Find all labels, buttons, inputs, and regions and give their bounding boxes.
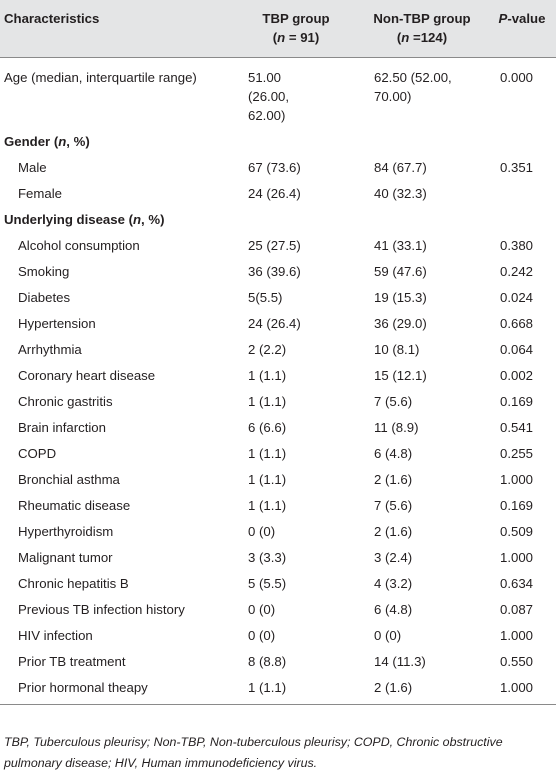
disease-label: Rheumatic disease [18,498,131,513]
non-tbp-value: 2 (1.6) [374,524,413,539]
non-tbp-value: 36 (29.0) [374,316,427,331]
header-p-value: P-value [488,0,556,58]
non-tbp-value: 59 (47.6) [374,264,427,279]
tbp-value: 5 (5.5) [248,576,287,591]
disease-label: Alcohol consumption [18,238,140,253]
disease-label: Previous TB infection history [18,602,185,617]
tbp-value: 0 (0) [248,628,276,643]
disease-label: Prior hormonal theapy [0,675,236,705]
disease-label: COPD [18,446,57,461]
non-tbp-value: 3 (2.4) [374,550,413,565]
tbp-value: 1 (1.1) [248,446,287,461]
table-row-disease [0,571,556,597]
table-row-age [0,58,556,130]
disease-label: Brain infarction [18,420,106,435]
disease-label: Arrhythmia [18,342,82,357]
disease-label: Hyperthyroidism [18,524,114,539]
table-row-disease [0,337,556,363]
p-value: 0.002 [500,368,534,383]
tbp-value: 8 (8.8) [248,654,287,669]
tbp-value: 1 (1.1) [248,472,287,487]
tbp-value: 36 (39.6) [248,264,301,279]
tbp-value: 3 (3.3) [248,550,287,565]
table-row-disease [0,649,556,675]
tbp-value: 1 (1.1) [248,368,287,383]
non-tbp-value: 0 (0) [374,628,402,643]
non-tbp-value: 10 (8.1) [374,342,420,357]
disease-label: Smoking [18,264,70,279]
p-value: 0.550 [500,654,534,669]
section-gender-title: Gender (n, %) [4,134,90,149]
disease-label: Chronic hepatitis B [18,576,129,591]
table-row-disease [0,467,556,493]
disease-label: Coronary heart disease [18,368,156,383]
tbp-value: 5(5.5) [248,290,283,305]
section-gender [0,129,556,155]
table-row-gender: Male 67 (73.6) 84 (67.7) 0.351 [18,160,534,175]
disease-label: Bronchial asthma [18,472,120,487]
disease-label: Malignant tumor [18,550,113,565]
section-underlying-disease [0,207,556,233]
table-row-disease [0,285,556,311]
table-row-disease [0,233,556,259]
p-value: 0.509 [500,524,534,539]
tbp-value: 0 (0) [248,524,276,539]
tbp-value: 1 (1.1) [248,394,287,409]
table-row-disease [0,415,556,441]
p-value: 0.634 [500,576,534,591]
p-value: 0.024 [500,290,534,305]
header-non-tbp-group: Non-TBP group (n =124) [356,0,488,58]
p-value: 0.064 [500,342,534,357]
header-characteristics: Characteristics [0,0,236,58]
p-value: 0.255 [500,446,534,461]
tbp-value: 0 (0) [248,602,276,617]
table-row-disease [0,545,556,571]
age-p-value: 0.000 [500,70,534,85]
age-tbp-value: 51.00 (26.00, 62.00) [248,70,290,123]
tbp-value: 25 (27.5) [248,238,301,253]
non-tbp-value: 4 (3.2) [374,576,413,591]
table-row-disease [0,493,556,519]
age-label: Age (median, interquartile range) [4,70,197,85]
age-non-tbp-value: 62.50 (52.00, 70.00) [374,70,452,104]
disease-label: Prior TB treatment [18,654,126,669]
table-row-disease [0,597,556,623]
non-tbp-value: 19 (15.3) [374,290,427,305]
p-value: 0.380 [500,238,534,253]
non-tbp-value: 41 (33.1) [374,238,427,253]
non-tbp-value: 11 (8.9) [374,420,419,435]
table-row-disease [0,623,556,649]
table-row-disease [0,675,556,705]
p-value: 1.000 [500,550,534,565]
tbp-value: 1 (1.1) [248,498,287,513]
tbp-value: 6 (6.6) [248,420,287,435]
p-value: 0.087 [500,602,534,617]
header-tbp-group: TBP group (n = 91) [236,0,356,58]
section-disease-title: Underlying disease (n, %) [4,212,165,227]
table-row-disease [0,389,556,415]
disease-label: Diabetes [18,290,71,305]
p-value: 0.242 [500,264,534,279]
table-row-disease [0,363,556,389]
tbp-value: 24 (26.4) [248,316,301,331]
table-row-disease [0,259,556,285]
disease-label: Hypertension [18,316,96,331]
p-value: 0.541 [500,420,534,435]
non-tbp-value: 6 (4.8) [374,602,413,617]
non-tbp-value: 2 (1.6) [356,675,488,705]
p-value: 0.668 [500,316,534,331]
table-row-gender: Female 24 (26.4) 40 (32.3) [18,186,427,201]
p-value: 1.000 [488,675,556,705]
disease-label: HIV infection [18,628,93,643]
tbp-value: 1 (1.1) [236,675,356,705]
non-tbp-value: 7 (5.6) [374,498,413,513]
p-value: 0.169 [500,498,534,513]
p-value: 0.169 [500,394,534,409]
non-tbp-value: 6 (4.8) [374,446,413,461]
table-row-disease [0,519,556,545]
non-tbp-value: 15 (12.1) [374,368,427,383]
header-row [0,0,556,58]
non-tbp-value: 7 (5.6) [374,394,413,409]
table-row-disease [0,441,556,467]
disease-label: Chronic gastritis [18,394,113,409]
non-tbp-value: 2 (1.6) [374,472,413,487]
table-footnote: TBP, Tuberculous pleurisy; Non-TBP, Non-tuberculous pleurisy; COPD, Chronic obstructive pulmonary disease; HIV, Human immunodeficiency virus. [4,735,503,770]
table-row-disease [0,311,556,337]
p-value: 1.000 [500,628,534,643]
non-tbp-value: 14 (11.3) [374,654,426,669]
p-value: 1.000 [500,472,534,487]
tbp-value: 2 (2.2) [248,342,287,357]
